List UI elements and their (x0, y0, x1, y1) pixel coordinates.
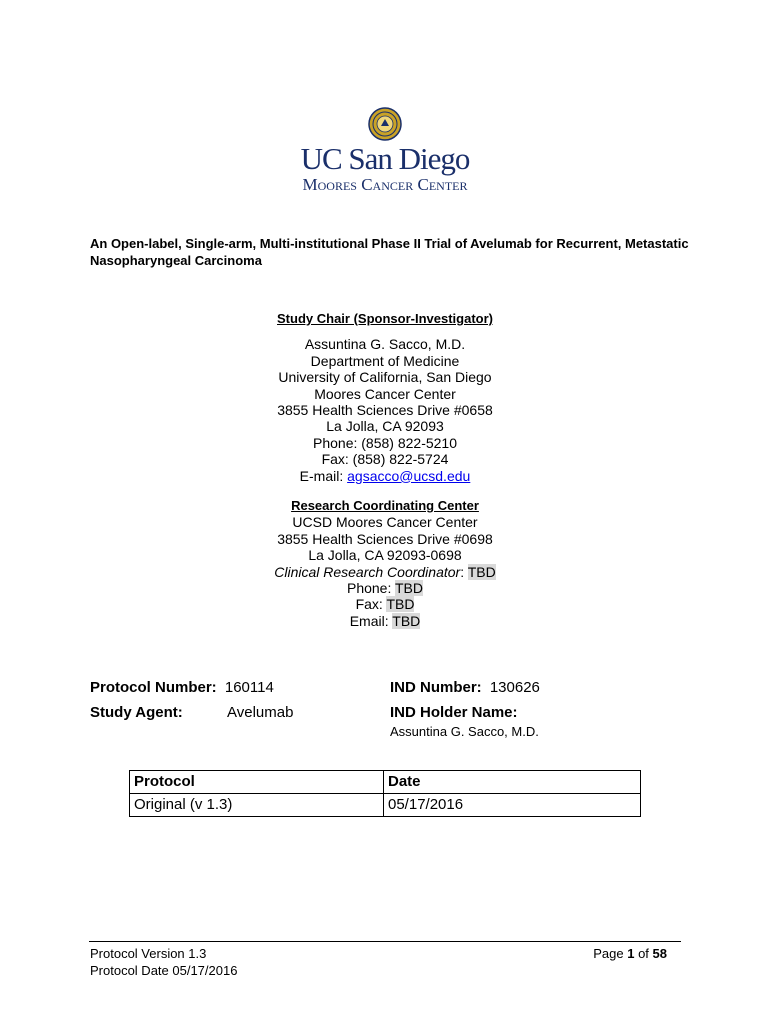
ind-holder-value: Assuntina G. Sacco, M.D. (390, 724, 539, 739)
table-header-row (130, 771, 641, 794)
crc-value: TBD (467, 563, 496, 580)
table-header-date: Date (384, 771, 641, 794)
crc-label: Clinical Research Coordinator (274, 563, 461, 580)
chair-line: University of California, San Diego (278, 369, 492, 386)
chair-email-link[interactable]: agsacco@ucsd.edu (347, 467, 471, 484)
coord-fax-row (0, 596, 770, 612)
footer-date: Protocol Date 05/17/2016 (90, 963, 238, 978)
table-cell-protocol: Original (v 1.3) (130, 794, 384, 817)
document-title: An Open-label, Single-arm, Multi-institutional Phase II Trial of Avelumab for Recurrent, Metastatic Nasopharyngeal Carcinoma (90, 236, 689, 268)
ind-number-label: IND Number: (390, 679, 482, 696)
chair-line: Fax: (858) 822-5724 (321, 451, 449, 468)
table-row (130, 794, 641, 817)
study-chair-heading: Study Chair (Sponsor-Investigator) (277, 311, 493, 326)
ind-number-row (390, 679, 540, 696)
ind-holder-label: IND Holder Name: (390, 704, 518, 721)
coord-line: 3855 Health Sciences Drive #0698 (277, 530, 493, 547)
version-table (129, 770, 641, 817)
chair-email-label: E-mail: (299, 467, 348, 484)
protocol-number-value: 160114 (224, 679, 274, 696)
coord-phone-value: TBD (395, 580, 423, 597)
coord-line: La Jolla, CA 92093-0698 (308, 547, 462, 564)
coord-email-label: Email: (349, 612, 393, 629)
coord-phone-row (0, 580, 770, 596)
chair-line: Assuntina G. Sacco, M.D. (304, 336, 466, 353)
ucsd-logo (0, 106, 770, 194)
ind-number-value: 130626 (489, 679, 540, 696)
chair-line: Moores Cancer Center (314, 385, 456, 402)
study-agent-row (90, 704, 183, 721)
page-current: 1 (627, 946, 635, 961)
table-header-protocol: Protocol (130, 771, 384, 794)
ucsd-seal-icon (368, 106, 402, 142)
coord-email-row (0, 613, 770, 629)
coord-fax-label: Fax: (355, 596, 387, 613)
study-chair-block (0, 311, 770, 484)
coord-phone-label: Phone: (346, 580, 395, 597)
chair-line: La Jolla, CA 92093 (326, 418, 444, 435)
table-cell-date: 05/17/2016 (384, 794, 641, 817)
logo-name: UC San Diego (300, 141, 470, 176)
coordinating-heading: Research Coordinating Center (291, 498, 479, 513)
footer-version: Protocol Version 1.3 (90, 946, 207, 961)
coordinating-center-block (0, 498, 770, 629)
chair-line: Phone: (858) 822-5210 (313, 434, 457, 451)
footer-page-number: Page 1 of 58 (593, 946, 667, 961)
coord-fax-value: TBD (386, 596, 415, 613)
crc-row: Clinical Research Coordinator: TBD (274, 563, 496, 580)
chair-email-row (0, 468, 770, 484)
study-agent-label: Study Agent: (90, 704, 183, 721)
coord-line: UCSD Moores Cancer Center (292, 514, 478, 531)
chair-line: 3855 Health Sciences Drive #0658 (277, 402, 493, 419)
coord-email-value: TBD (392, 612, 421, 629)
chair-line: Department of Medicine (310, 352, 460, 369)
logo-subtitle: Moores Cancer Center (302, 175, 468, 194)
page-total: 58 (652, 946, 667, 961)
footer-divider (89, 941, 681, 942)
protocol-number-row (90, 679, 274, 696)
protocol-number-label: Protocol Number: (90, 679, 217, 696)
study-agent-value: Avelumab (227, 704, 294, 721)
